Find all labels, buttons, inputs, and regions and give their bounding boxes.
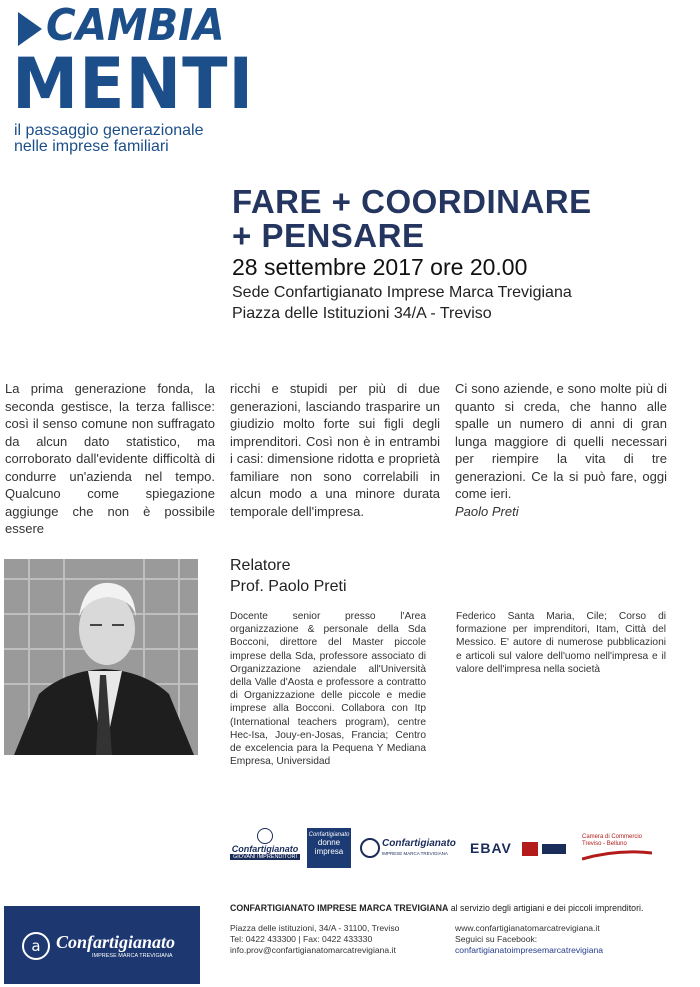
event-venue: Sede Confartigianato Imprese Marca Trevigiana (232, 284, 572, 301)
partner-logo-giovani-imprenditori (230, 828, 300, 868)
play-triangle-icon (18, 12, 42, 46)
partner-logo-ebav (470, 828, 514, 868)
footer-web (455, 923, 603, 957)
footer-org-name: CONFARTIGIANATO IMPRESE MARCA TREVIGIANA (230, 903, 449, 913)
signature: Paolo Preti (455, 503, 519, 519)
logo-tagline-2: nelle imprese familiari (14, 138, 169, 155)
partner-logo-confartigianato-treviso (360, 828, 460, 868)
event-title-line-2: + PENSARE (232, 217, 425, 254)
partner-1-sub: GIOVANI IMPRENDITORI (230, 854, 300, 860)
footer-brand-name: Confartigianato (56, 932, 176, 952)
footer-email[interactable]: info.prov@confartigianatomarcatrevigiana.it (230, 945, 396, 956)
partner-2-name: Confartigianato (308, 832, 350, 838)
partner-logo-camera-commercio (582, 828, 652, 868)
confartigianato-mark-icon: a (22, 932, 50, 960)
logo-tagline-1: il passaggio generazionale (14, 122, 204, 139)
intro-column-3 (455, 380, 667, 520)
partner-logo-red-icons (520, 828, 570, 868)
footer-brand-box (4, 906, 200, 984)
partner-3-name: Confartigianato (382, 838, 456, 849)
partner-2-sub: donne impresa (314, 838, 344, 856)
intro-column-3-text: Ci sono aziende, e sono molte più di quanto si creda, che hanno alle spalle un numero di anni di gran lunga maggiore di quelli necessari per riempire la vita di tre generazioni. Ce la si può fare, oggi come ieri. (455, 381, 667, 501)
partner-6-line-2: Treviso - Belluno (582, 841, 627, 847)
logo-word-cambia: CAMBIA (46, 0, 225, 51)
confartigianato-mark-icon (257, 828, 273, 844)
partner-logo-donne-impresa (307, 828, 351, 868)
event-date: 28 settembre 2017 ore 20.00 (232, 254, 528, 280)
speaker-label: Relatore (230, 557, 291, 574)
speaker-photo (4, 559, 198, 755)
intro-column-1: La prima generazione fonda, la seconda gestisce, la terza fallisce: così il senso comune non suffragato da alcun dato statistico, ma corroborato dall'evidente difficoltà di condurre un'azienda nel tempo. Qualcuno come spiegazione aggiunge che non è possibile essere (5, 381, 215, 536)
confartigianato-mark-icon (360, 838, 380, 858)
event-title-line-1: FARE + COORDINARE (232, 183, 592, 220)
footer-organization (230, 903, 643, 913)
speaker-name: Prof. Paolo Preti (230, 578, 347, 595)
footer-website[interactable]: www.confartigianatomarcatrevigiana.it (455, 923, 600, 933)
footer-facebook-link[interactable]: confartigianatoimpresemarcatrevigiana (455, 945, 604, 956)
cambiamenti-logo (8, 0, 255, 155)
footer-org-tagline: al servizio degli artigiani e dei piccoli imprenditori. (448, 903, 644, 913)
logo-word-menti: MENTI (12, 43, 255, 125)
footer-contacts (230, 923, 399, 957)
partner-4-name: EBAV (470, 840, 512, 856)
footer-phones: Tel: 0422 433300 | Fax: 0422 433330 (230, 934, 373, 945)
footer-brand-sub: IMPRESE MARCA TREVIGIANA (92, 953, 173, 959)
partner-6-line-1: Camera di Commercio (582, 834, 643, 840)
footer-address: Piazza delle istituzioni, 34/A - 31100, Treviso (230, 923, 400, 933)
footer-facebook-label: Seguici su Facebook: (455, 934, 538, 945)
partner-3-sub: IMPRESE MARCA TREVIGIANA (382, 851, 448, 856)
speaker-bio-2: Federico Santa Maria, Cile; Corso di formazione per imprenditori, Itam, Città del Messico. E' autore di numerose pubblicazioni e articoli sul valore dell'uomo nell'impresa e il valore dell'impresa nella società (456, 611, 666, 675)
swoosh-icon (582, 849, 652, 861)
event-address: Piazza delle Istituzioni 34/A - Treviso (232, 305, 492, 322)
intro-column-2: ricchi e stupidi per più di due generazioni, lasciando trasparire un giudizio molto forte sui figli degli imprenditori. Così non è in entrambi i casi: dimensione ridotta e proprietà familiare non sono correlabili in alcun modo a una minore durata temporale dell'impresa. (230, 381, 440, 519)
speaker-bio-1: Docente senior presso l'Area organizzazione & personale della Sda Bocconi, direttore del Master piccole imprese della Sda, professore associato di Organizzazione aziendale all'Università della Valle d'Aosta e professore a contratto di Organizzazione delle piccole e medie imprese alla Bocconi. Collabora con Itp (International teachers program), centre Hec-Isa, Jouy-en-Josas, Francia; Centro de excelencia para la Pequena Y Mediana Empresa, Universidad (230, 611, 426, 768)
partner-1-name: Confartigianato (231, 844, 299, 854)
